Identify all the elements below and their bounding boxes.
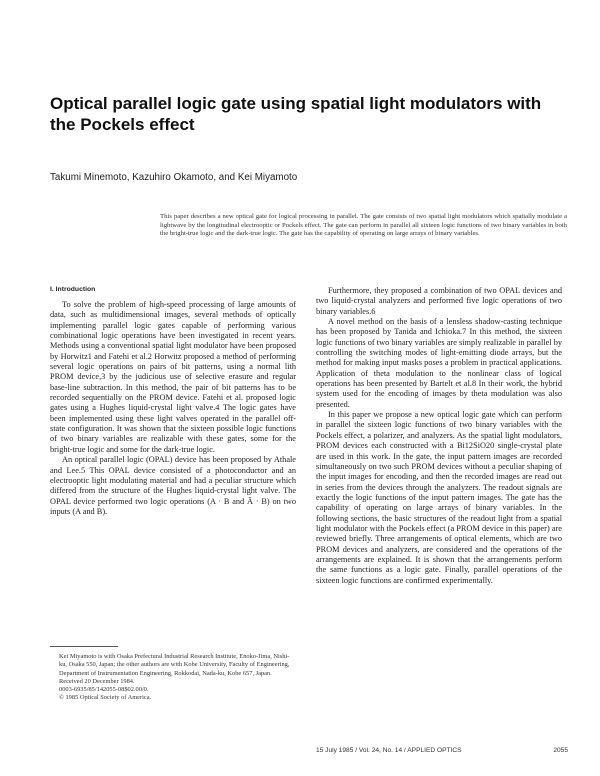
page-number: 2055 [553, 747, 568, 754]
paper-title: Optical parallel logic gate using spatial light modulators with the Pockels effect [50, 94, 542, 134]
article-code: 0003-6935/85/142055-08$02.00/0. [59, 686, 149, 694]
journal-issue-info: 15 July 1985 / Vol. 24, No. 14 / APPLIED OPTICS [316, 747, 462, 754]
affiliation-footnote: Kei Miyamoto is with Osaka Prefectural Industrial Research Institute, Enoko-Jima, Nishi-ku, Osaka 550, Japan; the other authors are with Kobe University, Faculty of Engineering, Department of Instrumentation Engineering, Rokkodai, Nada-ku, Kobe 657, Japan. [59, 653, 290, 677]
page-footer [316, 747, 568, 754]
body-paragraph: To solve the problem of high-speed processing of large amounts of data, such as multidimensional images, several methods of optically implementing parallel logic gates capable of performing various combinational logic operations have been investigated in recent years. Methods using a conventional spatial light modulator have been proposed by Horwitz1 and Fatehi et al.2 Horwitz proposed a method of performing several logic operations on pairs of bit patterns, using a normal lith PROM device,3 by the judicious use of selective erasure and regular base-line subtraction. In this method, the pair of bit patterns has to be recorded sequentially on the PROM device. Fatehi et al. proposed logic gates using a Hughes liquid-crystal light valve.4 The logic gates have been implemented using these light valves operated in the parallel off-state configuration. It was shown that the sixteen possible logic functions of two binary variables are realizable with these gates, some for the bright-true logic and some for the dark-true logic. [50, 300, 296, 454]
body-paragraph: In this paper we propose a new optical logic gate which can perform in parallel the sixteen logic functions of two binary variables with the Pockels effect, a polarizer, and analyzers. As the spatial light modulators, PROM devices each constructed with a Bi12SiO20 single-crystal plate are used in this work. In the gate, the input pattern images are recorded simultaneously on two such PROM devices without a peculiar shaping of the input images for encoding, and then the recorded images are read out in series from the devices through the analyzers. The readout signals are exactly the logic functions of the input pattern images. The gate has the capability of operating on large arrays of binary variables. In the following sections, the basic structures of the readout light from a spatial light modulator with the Pockels effect (a PROM device in this paper) are reviewed briefly. Three arrangements of optical elements, which are two PROM devices and analyzers, are considered and the operations of the arrangements are explained. It is shown that the arrangements perform the same functions as a logic gate. Finally, parallel operations of the sixteen logic functions are confirmed experimentally. [316, 410, 562, 585]
section-heading: I. Introduction [50, 286, 96, 293]
right-column [316, 286, 562, 586]
abstract: This paper describes a new optical gate for logical processing in parallel. The gate consists of two spatial light modulators which spatially modulate a lightwave by the longitudinal electrooptic or Pockels effect. The gate can perform in parallel all sixteen logic functions of two binary variables in both the bright-true logic and the dark-true logic. The gate has the capability of operating on large arrays of binary variables. [160, 213, 567, 238]
body-paragraph: An optical parallel logic (OPAL) device has been proposed by Athale and Lee.5 This OPAL device consisted of a photoconductor and an electrooptic light modulating material and had a peculiar structure which differed from the structure of the Hughes liquid-crystal light valve. The OPAL device performed two logic operations (A · B and Ā · B) on two inputs (A and B). [50, 455, 296, 516]
footnote-divider [50, 646, 118, 647]
left-column [50, 286, 296, 517]
body-paragraph: A novel method on the basis of a lensless shadow-casting technique has been proposed by Tanida and Ichioka.7 In this method, the sixteen logic functions of two binary variables are simply realizable in parallel by controlling the switching modes of light-emitting diode arrays, but the method for making input masks poses a problem in practical applications. Application of theta modulation to the nonlinear class of logical operations has been presented by Bartelt et al.8 In their work, the hybrid system used for the encoding of images by theta modulation was also presented. [316, 317, 562, 409]
author-list: Takumi Minemoto, Kazuhiro Okamoto, and Kei Miyamoto [50, 172, 298, 183]
copyright-notice: © 1985 Optical Society of America. [59, 694, 152, 702]
received-date: Received 20 December 1984. [59, 677, 135, 685]
footnotes [50, 653, 296, 703]
body-paragraph: Furthermore, they proposed a combination of two OPAL devices and two liquid-crystal analyzers and performed five logic operations of two binary variables.6 [316, 286, 562, 316]
